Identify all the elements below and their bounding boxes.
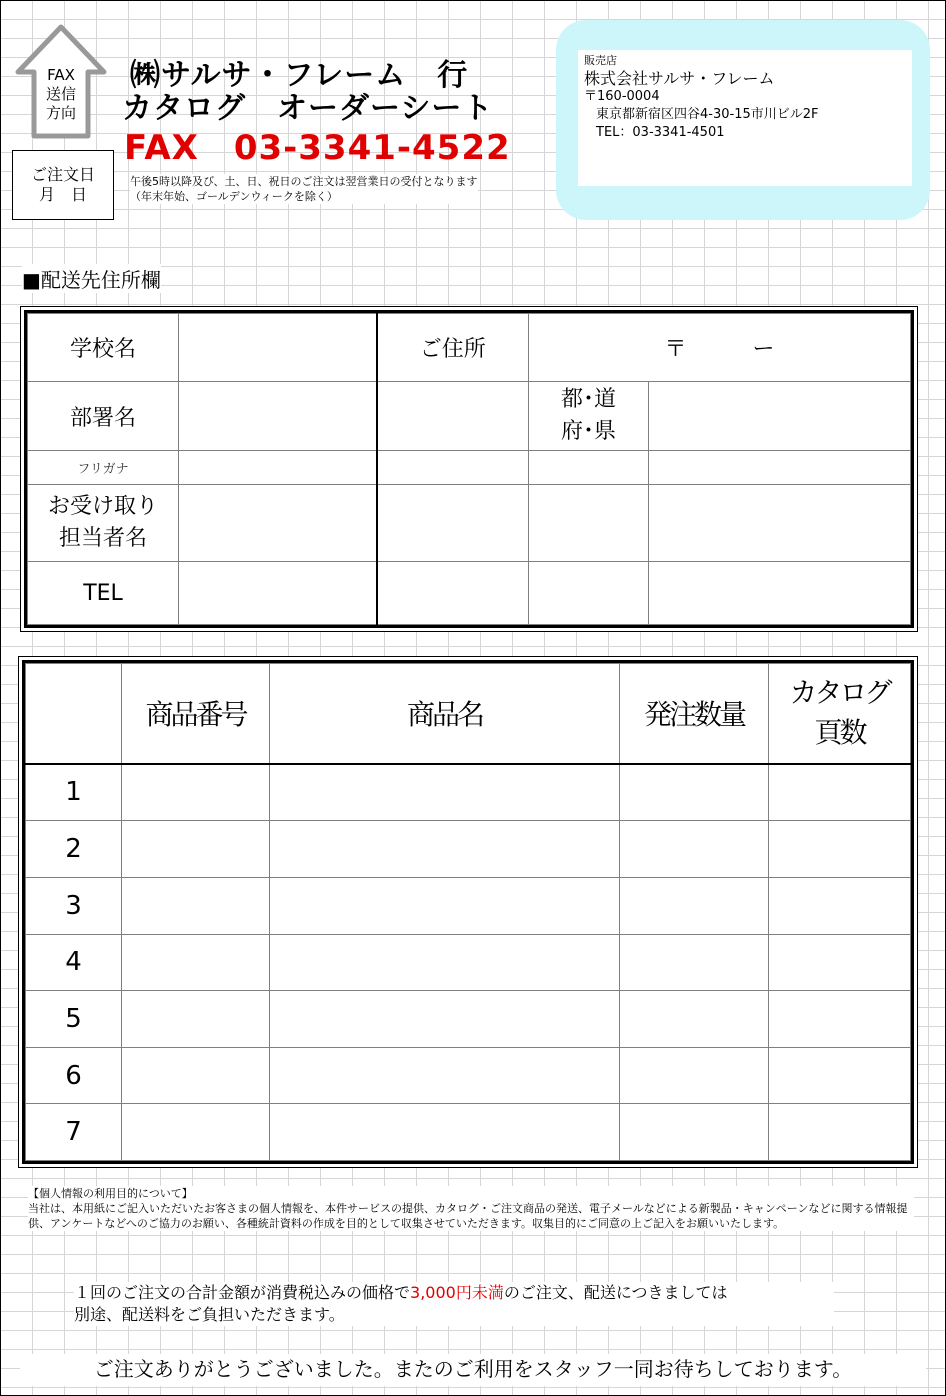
quantity-cell[interactable]	[620, 821, 769, 878]
address-field-3[interactable]	[529, 451, 649, 485]
product-name-cell[interactable]	[270, 991, 620, 1048]
order-row	[26, 764, 911, 821]
product-number-cell[interactable]	[122, 764, 270, 821]
address-field-7[interactable]	[649, 485, 911, 562]
department-field[interactable]	[179, 382, 377, 451]
product-name-cell[interactable]	[270, 821, 620, 878]
product-name-cell[interactable]	[270, 764, 620, 821]
product-number-cell[interactable]	[122, 821, 270, 878]
product-number-cell[interactable]	[122, 878, 270, 935]
receiver-label: お受け取り 担当者名	[28, 485, 179, 562]
furigana-label: フリガナ	[28, 451, 179, 485]
catalog-page-cell[interactable]	[769, 1104, 911, 1161]
receiver-field[interactable]	[179, 485, 377, 562]
row-number: 6	[26, 1047, 122, 1104]
quantity-cell[interactable]	[620, 1047, 769, 1104]
school-name-field[interactable]	[179, 314, 377, 382]
tel-label: TEL	[28, 562, 179, 625]
order-row	[26, 1104, 911, 1161]
quantity-header: 発注数量	[620, 664, 769, 764]
seller-tel: TEL：03-3341-4501	[596, 125, 725, 140]
address-field-6[interactable]	[529, 485, 649, 562]
catalog-page-cell[interactable]	[769, 764, 911, 821]
product-number-cell[interactable]	[122, 991, 270, 1048]
seller-label: 販売店	[584, 54, 617, 67]
row-number: 4	[26, 934, 122, 991]
catalog-page-cell[interactable]	[769, 934, 911, 991]
catalog-page-cell[interactable]	[769, 991, 911, 1048]
product-name-cell[interactable]	[270, 1104, 620, 1161]
tel-field[interactable]	[179, 562, 377, 625]
catalog-page-cell[interactable]	[769, 1047, 911, 1104]
catalog-page-cell[interactable]	[769, 878, 911, 935]
fax-number: FAX 03-3341-4522	[124, 128, 511, 168]
quantity-cell[interactable]	[620, 878, 769, 935]
sheet-title: カタログ オーダーシート	[122, 91, 494, 126]
seller-company: 株式会社サルサ・フレーム	[584, 69, 775, 88]
order-date-box[interactable]	[12, 150, 114, 220]
privacy-body: 当社は、本用紙にご記入いただいたお客さまの個人情報を、本件サービスの提供、カタログ・ご注文商品の発送、電子メールなどによる新製品・キャンペーンなどに関する情報提供、アンケートなどへのご協力のお願い、各種統計資料の作成を目的として収集させていただきます。収集目的にご同意の上ご記入をお願いいたします。	[28, 1202, 908, 1230]
quantity-cell[interactable]	[620, 934, 769, 991]
thank-you-footer: ご注文ありがとうございました。またのご利用をスタッフ一同お待ちしております。	[20, 1354, 926, 1386]
quantity-cell[interactable]	[620, 764, 769, 821]
product-number-cell[interactable]	[122, 934, 270, 991]
section-title-delivery: ■配送先住所欄	[22, 264, 161, 293]
order-table-frame	[18, 656, 918, 1168]
product-number-header: 商品番号	[122, 664, 270, 764]
order-row	[26, 1047, 911, 1104]
order-date-label: ご注文日	[30, 165, 95, 184]
row-number: 3	[26, 878, 122, 935]
zip-field[interactable]: 〒 ー	[529, 314, 911, 382]
product-number-cell[interactable]	[122, 1104, 270, 1161]
prefecture-field[interactable]	[649, 382, 911, 451]
prefecture-label: 都･道 府･県	[529, 382, 649, 451]
business-hours-note: 午後5時以降及び、土、日、祝日のご注文は翌営業日の受付となります （年末年始、ゴールデンウィークを除く）	[130, 175, 478, 203]
seller-zip: 〒160-0004	[584, 89, 660, 104]
shipping-fee-note: １回のご注文の合計金額が消費税込みの価格で3,000円未満のご注文、配送につきましては 別途、配送料をご負担いただきます。	[74, 1282, 834, 1326]
address-field-1[interactable]	[377, 382, 529, 451]
address-field-9[interactable]	[529, 562, 649, 625]
order-row	[26, 821, 911, 878]
school-name-label: 学校名	[28, 314, 179, 382]
delivery-table-frame	[20, 306, 918, 632]
product-name-cell[interactable]	[270, 934, 620, 991]
product-number-cell[interactable]	[122, 1047, 270, 1104]
address-field-5[interactable]	[377, 485, 529, 562]
catalog-page-cell[interactable]	[769, 821, 911, 878]
privacy-title: 【個人情報の利用目的について】	[28, 1187, 193, 1200]
row-number: 2	[26, 821, 122, 878]
address-field-4[interactable]	[649, 451, 911, 485]
address-field-10[interactable]	[649, 562, 911, 625]
department-label: 部署名	[28, 382, 179, 451]
fee-threshold: 3,000円未満	[410, 1283, 504, 1302]
quantity-cell[interactable]	[620, 991, 769, 1048]
address-field-8[interactable]	[377, 562, 529, 625]
delivery-address-table	[27, 313, 911, 625]
address-label: ご住所	[377, 314, 529, 382]
order-table	[25, 663, 911, 1161]
order-date-month-day: 月 日	[38, 185, 87, 204]
row-number: 1	[26, 764, 122, 821]
product-name-cell[interactable]	[270, 1047, 620, 1104]
product-name-header: 商品名	[270, 664, 620, 764]
address-field-2[interactable]	[377, 451, 529, 485]
product-name-cell[interactable]	[270, 878, 620, 935]
row-number: 5	[26, 991, 122, 1048]
privacy-notice	[28, 1186, 914, 1231]
fax-direction-label: FAX 送信 方向	[45, 66, 76, 122]
order-row	[26, 878, 911, 935]
furigana-field[interactable]	[179, 451, 377, 485]
row-number-header	[26, 664, 122, 764]
recipient-title: ㈱サルサ・フレーム 行	[130, 58, 469, 93]
row-number: 7	[26, 1104, 122, 1161]
order-row	[26, 991, 911, 1048]
seller-address: 東京都新宿区四谷4-30-15市川ビル2F	[596, 107, 819, 122]
quantity-cell[interactable]	[620, 1104, 769, 1161]
order-row	[26, 934, 911, 991]
seller-info	[578, 50, 912, 186]
catalog-page-header: カタログ 頁数	[769, 664, 911, 764]
